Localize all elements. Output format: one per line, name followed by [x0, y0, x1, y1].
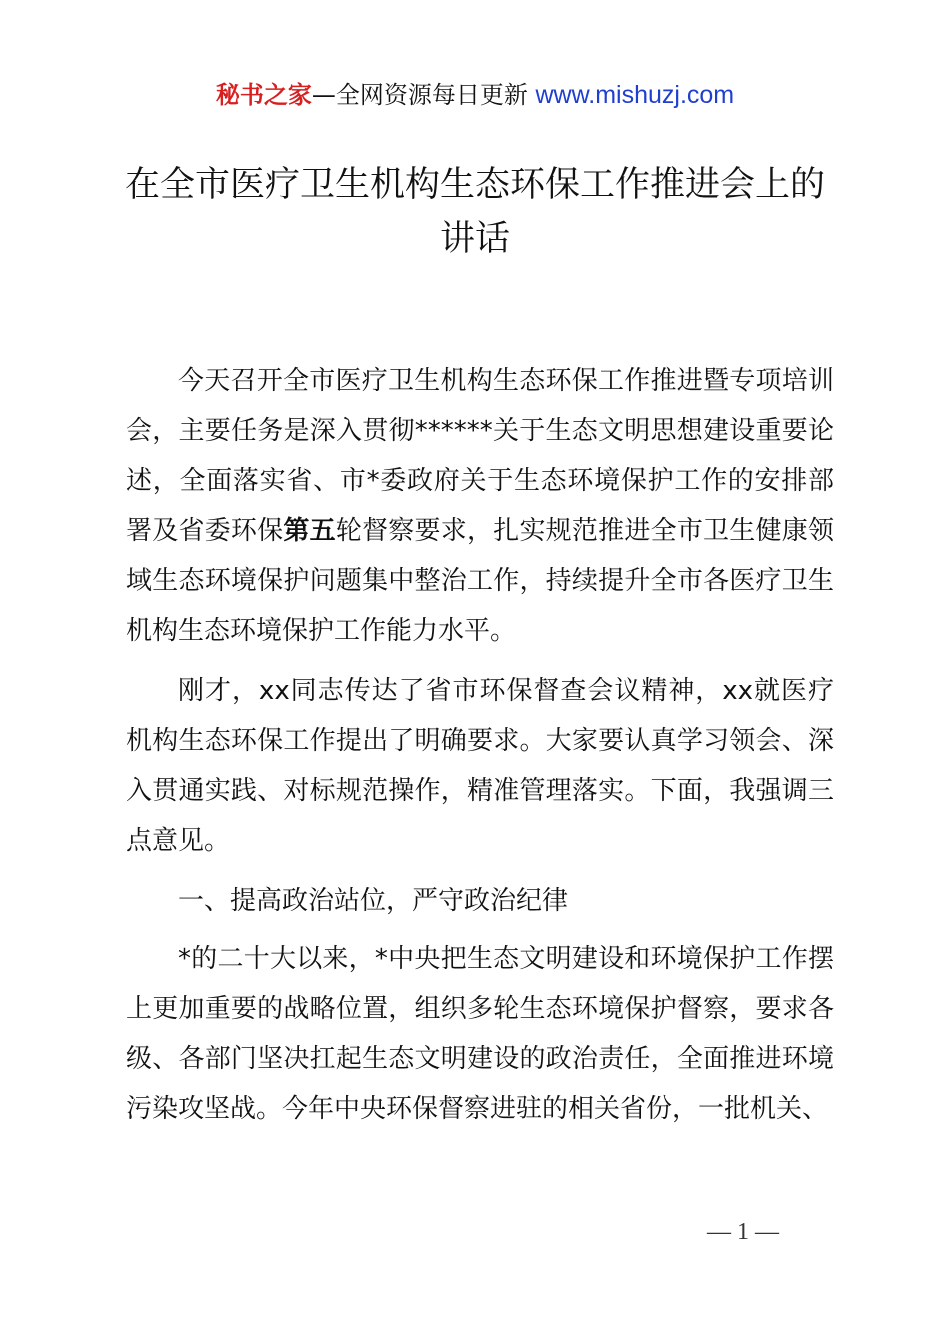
paragraph-intro-bold: 第五	[283, 516, 336, 546]
document-body	[126, 356, 834, 1134]
site-url-link[interactable]: www.mishuzj.com	[535, 81, 735, 109]
paragraph-section-1: *的二十大以来，*中央把生态文明建设和环境保护工作摆上更加重要的战略位置，组织多轮生态环境保护督察，要求各级、各部门坚决扛起生态文明建设的政治责任，全面推进环境污染攻坚战。今年中央环保督察进驻的相关省份，一批机关、	[126, 944, 834, 1124]
paragraph-context: 刚才，xx同志传达了省市环保督查会议精神，xx就医疗机构生态环保工作提出了明确要求。大家要认真学习领会、深入贯通实践、对标规范操作，精准管理落实。下面，我强调三点意见。	[126, 676, 834, 856]
paragraph-intro-text-b: 轮督察要求，扎实规范推进全市卫生健康领域生态环境保护问题集中整治工作，持续提升全市各医疗卫生机构生态环境保护工作能力水平。	[126, 516, 834, 646]
site-brand: 秘书之家	[215, 81, 312, 109]
section-heading-1: 一、提高政治站位，严守政治纪律	[178, 886, 569, 916]
paragraph-intro-text-a: 今天召开全市医疗卫生机构生态环保工作推进暨专项培训会，主要任务是深入贯彻******关于生态文明思想建设重要论述，全面落实省、市*委政府关于生态环境保护工作的安排部署及省委环保	[126, 366, 834, 546]
document-title: 在全市医疗卫生机构生态环保工作推进会上的讲话	[124, 165, 825, 259]
site-slogan: —全网资源每日更新	[311, 81, 528, 109]
page-number: — 1 —	[707, 1219, 779, 1245]
site-banner	[0, 78, 950, 112]
paragraph-intro	[126, 356, 834, 656]
